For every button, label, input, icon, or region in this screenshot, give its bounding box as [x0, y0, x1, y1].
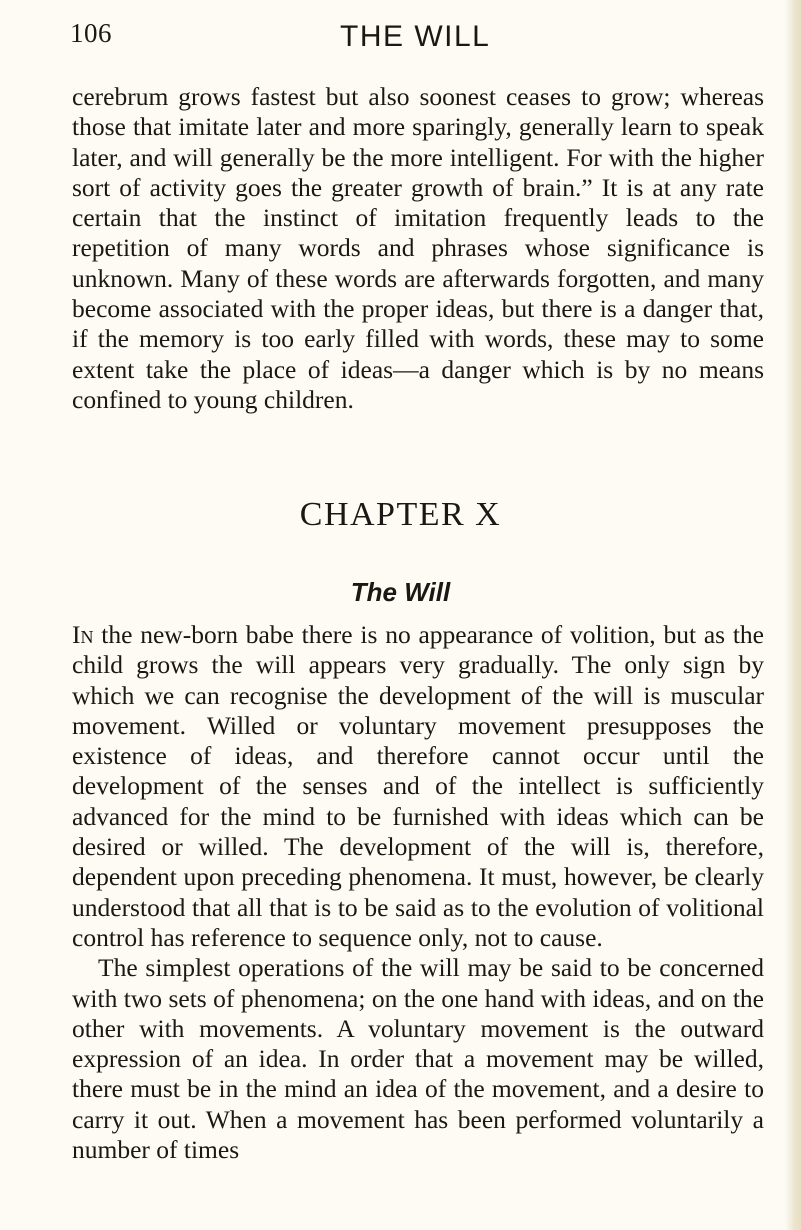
chapter-paragraph-1: [72, 620, 764, 953]
page-number: 106: [70, 18, 112, 48]
opening-paragraph: cerebrum grows fastest but also soonest ceases to grow; whereas those that imitate later and more sparingly, generally learn to speak later, and will generally be the more intelligent. For with the higher sort of activity goes the greater growth of brain.” It is at any rate certain that the instinct of imitation frequently leads to the repetition of many words and phrases whose significance is unknown. Many of these words are afterwards forgotten, and many become associated with the proper ideas, but there is a danger that, if the memory is too early filled with words, these may to some extent take the place of ideas—a danger which is by no means confined to young children.: [72, 82, 764, 414]
chapter-heading: CHAPTER X: [299, 496, 502, 533]
opening-paragraph-block: [72, 82, 764, 415]
running-title: THE WILL: [340, 20, 491, 53]
chapter-paragraph-1-text: the new-born babe there is no appearance of volition, but as the child grows the will appears very gradually. The only sign by which we can recognise the development of the will is muscular movement. Willed or voluntary movement presupposes the existence of ideas, and therefore cannot occur until the development of the senses and of the intellect is sufficiently advanced for the mind to be furnished with ideas which can be desired or willed. The development of the will is, therefore, dependent upon preceding phenomena. It must, however, be clearly understood that all that is to be said as to the evolution of volitional control has reference to sequence only, not to cause.: [72, 620, 764, 952]
chapter-body: [72, 620, 764, 1165]
running-head: [70, 18, 770, 54]
chapter-subtitle: The Will: [350, 577, 451, 607]
page-edge-shadow: [785, 0, 801, 1230]
chapter-paragraph-2: The simplest operations of the will may be said to be concerned with two sets of phenomena; on the one hand with ideas, and on the other with movements. A voluntary movement is the outward expression of an idea. In order that a movement may be willed, there must be in the mind an idea of the movement, and a desire to carry it out. When a movement has been performed voluntarily a number of times: [72, 953, 764, 1165]
drop-word: In: [72, 620, 94, 649]
